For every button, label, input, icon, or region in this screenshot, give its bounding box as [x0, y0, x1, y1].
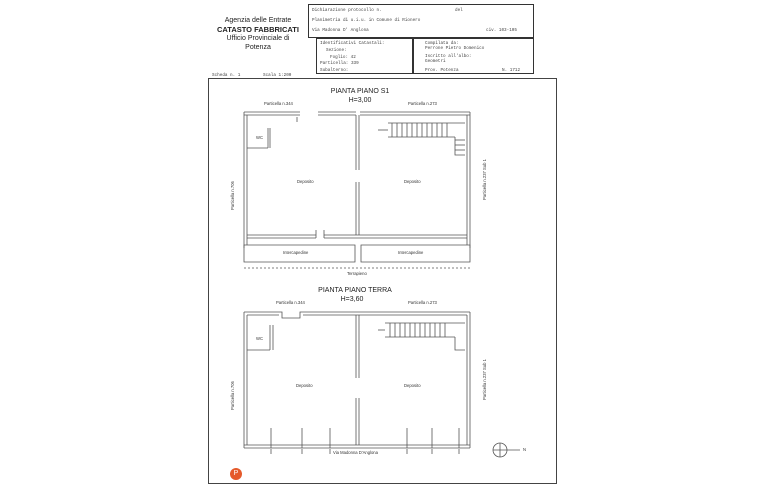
floor2-parcel-right: Particella n.237 Sub 1 — [482, 359, 487, 400]
plan-of-label: Planimetria di u.i.u. in Comune di Rionero — [312, 18, 421, 23]
parcel-label: Particella: 339 — [320, 61, 359, 66]
floor2-room2: Deposito — [404, 383, 421, 388]
floor2-room1: Deposito — [296, 383, 313, 388]
pdf-icon[interactable]: P — [230, 468, 242, 480]
floor1-parcel-top-left: Particella n.344 — [264, 101, 293, 106]
subaltern-label: Subalterno: — [320, 68, 349, 73]
prov-label: Prov. Potenza — [425, 68, 459, 73]
profession-label: Geometri — [425, 59, 446, 64]
floor1-parcel-top-right: Particella n.273 — [408, 101, 437, 106]
floor1-title: PIANTA PIANO S1 — [330, 88, 390, 95]
floor1-parcel-left: Particella n.706 — [230, 181, 235, 210]
office-city: Potenza — [245, 44, 271, 51]
floor2-parcel-top-right: Particella n.273 — [408, 300, 437, 305]
floor2-height: H=3,60 — [340, 296, 364, 303]
compiler-name: Perrone Pietro Domenico — [425, 46, 485, 51]
floor2-parcel-left: Particella n.706 — [230, 381, 235, 410]
floor2-wc: WC — [256, 336, 263, 341]
scale-label: Scala 1:200 — [263, 73, 292, 78]
floor2-parcel-top-left: Particella n.344 — [276, 300, 305, 305]
identifiers-label: Identificativi Catastali: — [320, 41, 385, 46]
compiled-by-label: Compilata da: — [425, 41, 459, 46]
floor1-room1: Deposito — [297, 179, 314, 184]
floor1-crawl2: Intercapedine — [398, 250, 424, 255]
north-arrow-label: N — [523, 447, 527, 452]
floor1-parcel-right: Particella n.237 Sub 1 — [482, 159, 487, 200]
floor1-height: H=3,00 — [348, 97, 372, 104]
scheda-label: Scheda n. 1 — [212, 73, 241, 78]
office-name: Ufficio Provinciale di — [226, 35, 290, 42]
reg-number: N. 1712 — [502, 68, 521, 73]
registered-label: Iscritto all'albo: — [425, 54, 472, 59]
declaration-label: Dichiarazione protocollo n. — [312, 8, 382, 13]
address-label: Via Madonna D' Anglona — [312, 28, 369, 33]
section-label: Sezione: — [326, 48, 347, 53]
floor2-street: Via Madonna D'Anglona — [333, 450, 378, 455]
floor1-wc: WC — [256, 135, 263, 140]
civ-label: civ. 103-105 — [486, 28, 517, 33]
floor1-crawl1: Intercapedine — [283, 250, 309, 255]
sheet-label: Foglio: 42 — [330, 55, 356, 60]
service-name: CATASTO FABBRICATI — [217, 25, 299, 34]
declaration-date: del — [455, 8, 463, 13]
agency-name: Agenzia delle Entrate — [224, 17, 292, 24]
floor1-ground: Terrapieno — [347, 271, 367, 276]
floor1-room2: Deposito — [404, 179, 421, 184]
floor2-title: PIANTA PIANO TERRA — [318, 287, 392, 294]
